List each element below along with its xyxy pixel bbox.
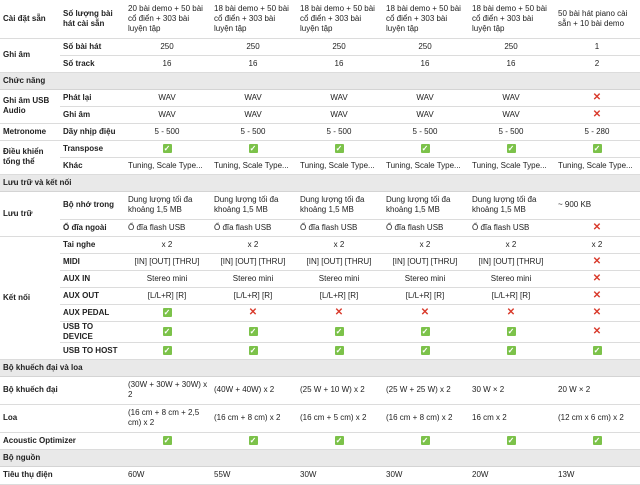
- value-cell: x 2: [210, 236, 296, 253]
- table-row: [0, 140, 640, 157]
- cross-icon: ✕: [592, 108, 602, 120]
- value-cell: WAV: [124, 89, 210, 106]
- value-cell: x 2: [382, 236, 468, 253]
- feature-label: Số lượng bài hát cài sẵn: [60, 0, 124, 38]
- value-cell: ~ 900 KB: [554, 191, 640, 219]
- value-cell: [210, 342, 296, 359]
- value-cell: [554, 321, 640, 342]
- table-row: [0, 0, 640, 38]
- value-cell: Stereo mini: [382, 270, 468, 287]
- check-icon: ✓: [249, 345, 257, 355]
- section-header-row: [0, 449, 640, 466]
- value-cell: 16: [210, 55, 296, 72]
- value-cell: [382, 432, 468, 449]
- value-cell: Stereo mini: [468, 270, 554, 287]
- value-cell: [382, 321, 468, 342]
- feature-label: Tai nghe: [60, 236, 124, 253]
- value-cell: [L/L+R] [R]: [382, 287, 468, 304]
- value-cell: (16 cm + 8 cm) x 2: [210, 404, 296, 432]
- section-header-row: [0, 359, 640, 376]
- value-cell: 20 W × 2: [554, 376, 640, 404]
- feature-label: Transpose: [60, 140, 124, 157]
- table-row: [0, 376, 640, 404]
- value-cell: [210, 432, 296, 449]
- value-cell: [554, 140, 640, 157]
- check-icon: ✓: [163, 307, 171, 317]
- value-cell: 250: [468, 38, 554, 55]
- section-title: Bộ nguồn: [0, 449, 640, 466]
- value-cell: (30W + 30W + 30W) x 2: [124, 376, 210, 404]
- check-icon: ✓: [593, 143, 601, 153]
- value-cell: [296, 304, 382, 321]
- cross-icon: ✕: [506, 306, 516, 318]
- value-cell: x 2: [468, 236, 554, 253]
- value-cell: WAV: [124, 106, 210, 123]
- feature-label: MIDI: [60, 253, 124, 270]
- value-cell: (25 W + 25 W) x 2: [382, 376, 468, 404]
- value-cell: 30 W × 2: [468, 376, 554, 404]
- check-icon: ✓: [421, 326, 429, 336]
- cross-icon: ✕: [334, 306, 344, 318]
- value-cell: 5 - 500: [468, 123, 554, 140]
- value-cell: 18 bài demo + 50 bài cổ điển + 303 bài luyện tập: [468, 0, 554, 38]
- value-cell: [296, 321, 382, 342]
- value-cell: [IN] [OUT] [THRU]: [210, 253, 296, 270]
- value-cell: 50 bài hát piano cài sẵn + 10 bài demo: [554, 0, 640, 38]
- value-cell: [296, 140, 382, 157]
- value-cell: WAV: [210, 89, 296, 106]
- category-label: Điều khiển tổng thể: [0, 140, 60, 174]
- feature-label: Phát lại: [60, 89, 124, 106]
- value-cell: [468, 321, 554, 342]
- category-label: Kết nối: [0, 236, 60, 359]
- value-cell: [554, 304, 640, 321]
- value-cell: Dung lượng tối đa khoảng 1,5 MB: [382, 191, 468, 219]
- value-cell: [IN] [OUT] [THRU]: [468, 253, 554, 270]
- value-cell: [124, 140, 210, 157]
- value-cell: WAV: [468, 106, 554, 123]
- value-cell: 5 - 500: [382, 123, 468, 140]
- category-label: Tiêu thụ điện: [0, 466, 124, 484]
- value-cell: 5 - 500: [210, 123, 296, 140]
- cross-icon: ✕: [592, 255, 602, 267]
- value-cell: [554, 106, 640, 123]
- value-cell: x 2: [554, 236, 640, 253]
- table-row: [0, 123, 640, 140]
- table-row: [0, 38, 640, 55]
- check-icon: ✓: [163, 326, 171, 336]
- table-row: [0, 342, 640, 359]
- value-cell: 16 cm x 2: [468, 404, 554, 432]
- value-cell: 20 bài demo + 50 bài cổ điển + 303 bài luyện tập: [124, 0, 210, 38]
- table-row: [0, 287, 640, 304]
- feature-label: Khác: [60, 157, 124, 174]
- check-icon: ✓: [163, 143, 171, 153]
- check-icon: ✓: [507, 345, 515, 355]
- value-cell: 1: [554, 38, 640, 55]
- value-cell: [468, 342, 554, 359]
- cross-icon: ✕: [592, 272, 602, 284]
- value-cell: [468, 304, 554, 321]
- check-icon: ✓: [249, 143, 257, 153]
- value-cell: 30W: [382, 466, 468, 484]
- value-cell: 18 bài demo + 50 bài cổ điển + 303 bài luyện tập: [296, 0, 382, 38]
- table-row: [0, 157, 640, 174]
- value-cell: (25 W + 10 W) x 2: [296, 376, 382, 404]
- table-row: [0, 304, 640, 321]
- value-cell: [554, 342, 640, 359]
- category-label: Bộ khuếch đại: [0, 376, 124, 404]
- value-cell: 16: [296, 55, 382, 72]
- value-cell: WAV: [296, 106, 382, 123]
- check-icon: ✓: [421, 143, 429, 153]
- value-cell: Tuning, Scale Type...: [382, 157, 468, 174]
- value-cell: [210, 321, 296, 342]
- value-cell: Dung lượng tối đa khoảng 1,5 MB: [468, 191, 554, 219]
- value-cell: 5 - 500: [124, 123, 210, 140]
- check-icon: ✓: [163, 345, 171, 355]
- check-icon: ✓: [335, 143, 343, 153]
- value-cell: Stereo mini: [124, 270, 210, 287]
- table-row: [0, 55, 640, 72]
- value-cell: [IN] [OUT] [THRU]: [382, 253, 468, 270]
- value-cell: (16 cm + 8 cm) x 2: [382, 404, 468, 432]
- value-cell: [554, 253, 640, 270]
- value-cell: Tuning, Scale Type...: [296, 157, 382, 174]
- value-cell: Dung lượng tối đa khoảng 1,5 MB: [210, 191, 296, 219]
- cross-icon: ✕: [592, 91, 602, 103]
- section-title: Chức năng: [0, 72, 640, 89]
- value-cell: WAV: [468, 89, 554, 106]
- feature-label: Bộ nhớ trong: [60, 191, 124, 219]
- value-cell: Tuning, Scale Type...: [210, 157, 296, 174]
- value-cell: Tuning, Scale Type...: [554, 157, 640, 174]
- check-icon: ✓: [421, 345, 429, 355]
- value-cell: [IN] [OUT] [THRU]: [124, 253, 210, 270]
- value-cell: [124, 432, 210, 449]
- check-icon: ✓: [163, 435, 171, 445]
- value-cell: [210, 304, 296, 321]
- value-cell: [554, 219, 640, 236]
- value-cell: Tuning, Scale Type...: [124, 157, 210, 174]
- value-cell: [382, 140, 468, 157]
- value-cell: 20W: [468, 466, 554, 484]
- table-row: [0, 106, 640, 123]
- feature-label: Ổ đĩa ngoài: [60, 219, 124, 236]
- value-cell: [554, 432, 640, 449]
- value-cell: Stereo mini: [296, 270, 382, 287]
- check-icon: ✓: [507, 143, 515, 153]
- cross-icon: ✕: [592, 221, 602, 233]
- value-cell: Ổ đĩa flash USB: [296, 219, 382, 236]
- value-cell: 250: [124, 38, 210, 55]
- value-cell: [124, 342, 210, 359]
- table-row: [0, 321, 640, 342]
- table-row: [0, 89, 640, 106]
- check-icon: ✓: [593, 435, 601, 445]
- feature-label: USB TO DEVICE: [60, 321, 124, 342]
- feature-label: AUX IN: [60, 270, 124, 287]
- cross-icon: ✕: [592, 289, 602, 301]
- value-cell: [IN] [OUT] [THRU]: [296, 253, 382, 270]
- check-icon: ✓: [507, 435, 515, 445]
- value-cell: [L/L+R] [R]: [124, 287, 210, 304]
- value-cell: 5 - 280: [554, 123, 640, 140]
- value-cell: [554, 89, 640, 106]
- value-cell: Ổ đĩa flash USB: [210, 219, 296, 236]
- value-cell: 13W: [554, 466, 640, 484]
- value-cell: WAV: [210, 106, 296, 123]
- value-cell: Ổ đĩa flash USB: [124, 219, 210, 236]
- value-cell: [124, 304, 210, 321]
- check-icon: ✓: [335, 435, 343, 445]
- category-label: Ghi âm USB Audio: [0, 89, 60, 123]
- value-cell: [382, 304, 468, 321]
- category-label: Loa: [0, 404, 124, 432]
- feature-label: Số bài hát: [60, 38, 124, 55]
- table-row: [0, 219, 640, 236]
- feature-label: AUX PEDAL: [60, 304, 124, 321]
- value-cell: 16: [468, 55, 554, 72]
- table-row: [0, 404, 640, 432]
- category-label: Metronome: [0, 123, 60, 140]
- value-cell: 18 bài demo + 50 bài cổ điển + 303 bài luyện tập: [210, 0, 296, 38]
- value-cell: 30W: [296, 466, 382, 484]
- value-cell: 250: [210, 38, 296, 55]
- feature-label: USB TO HOST: [60, 342, 124, 359]
- value-cell: Ổ đĩa flash USB: [382, 219, 468, 236]
- check-icon: ✓: [335, 345, 343, 355]
- value-cell: Dung lượng tối đa khoảng 1,5 MB: [124, 191, 210, 219]
- table-row: [0, 466, 640, 484]
- category-label: Acoustic Optimizer: [0, 432, 124, 449]
- table-row: [0, 270, 640, 287]
- value-cell: [468, 432, 554, 449]
- check-icon: ✓: [249, 326, 257, 336]
- check-icon: ✓: [421, 435, 429, 445]
- value-cell: [382, 342, 468, 359]
- value-cell: (40W + 40W) x 2: [210, 376, 296, 404]
- value-cell: [296, 342, 382, 359]
- value-cell: 55W: [210, 466, 296, 484]
- feature-label: Ghi âm: [60, 106, 124, 123]
- feature-label: Dãy nhịp điệu: [60, 123, 124, 140]
- check-icon: ✓: [507, 326, 515, 336]
- value-cell: 16: [382, 55, 468, 72]
- table-row: [0, 253, 640, 270]
- value-cell: [L/L+R] [R]: [296, 287, 382, 304]
- value-cell: 250: [296, 38, 382, 55]
- value-cell: [210, 140, 296, 157]
- value-cell: x 2: [296, 236, 382, 253]
- value-cell: Dung lượng tối đa khoảng 1,5 MB: [296, 191, 382, 219]
- cross-icon: ✕: [592, 325, 602, 337]
- section-title: Lưu trữ và kết nối: [0, 174, 640, 191]
- value-cell: Ổ đĩa flash USB: [468, 219, 554, 236]
- value-cell: [296, 432, 382, 449]
- value-cell: [124, 321, 210, 342]
- value-cell: 60W: [124, 466, 210, 484]
- section-header-row: [0, 72, 640, 89]
- value-cell: 5 - 500: [296, 123, 382, 140]
- check-icon: ✓: [335, 326, 343, 336]
- value-cell: 2: [554, 55, 640, 72]
- value-cell: 18 bài demo + 50 bài cổ điển + 303 bài luyện tập: [382, 0, 468, 38]
- value-cell: WAV: [382, 89, 468, 106]
- table-row: [0, 432, 640, 449]
- value-cell: 250: [382, 38, 468, 55]
- cross-icon: ✕: [592, 306, 602, 318]
- table-row: [0, 191, 640, 219]
- check-icon: ✓: [593, 345, 601, 355]
- category-label: Ghi âm: [0, 38, 60, 72]
- cross-icon: ✕: [420, 306, 430, 318]
- value-cell: [468, 140, 554, 157]
- section-header-row: [0, 174, 640, 191]
- value-cell: Tuning, Scale Type...: [468, 157, 554, 174]
- category-label: Lưu trữ: [0, 191, 60, 236]
- table-row: [0, 236, 640, 253]
- feature-label: AUX OUT: [60, 287, 124, 304]
- value-cell: [L/L+R] [R]: [210, 287, 296, 304]
- check-icon: ✓: [249, 435, 257, 445]
- value-cell: (16 cm + 8 cm + 2,5 cm) x 2: [124, 404, 210, 432]
- feature-label: Số track: [60, 55, 124, 72]
- value-cell: [554, 270, 640, 287]
- section-title: Bộ khuếch đại và loa: [0, 359, 640, 376]
- value-cell: (12 cm x 6 cm) x 2: [554, 404, 640, 432]
- cross-icon: ✕: [248, 306, 258, 318]
- value-cell: [554, 287, 640, 304]
- category-label: Cài đặt sẵn: [0, 0, 60, 38]
- value-cell: x 2: [124, 236, 210, 253]
- value-cell: Stereo mini: [210, 270, 296, 287]
- value-cell: WAV: [296, 89, 382, 106]
- value-cell: [L/L+R] [R]: [468, 287, 554, 304]
- value-cell: (16 cm + 5 cm) x 2: [296, 404, 382, 432]
- value-cell: 16: [124, 55, 210, 72]
- value-cell: WAV: [382, 106, 468, 123]
